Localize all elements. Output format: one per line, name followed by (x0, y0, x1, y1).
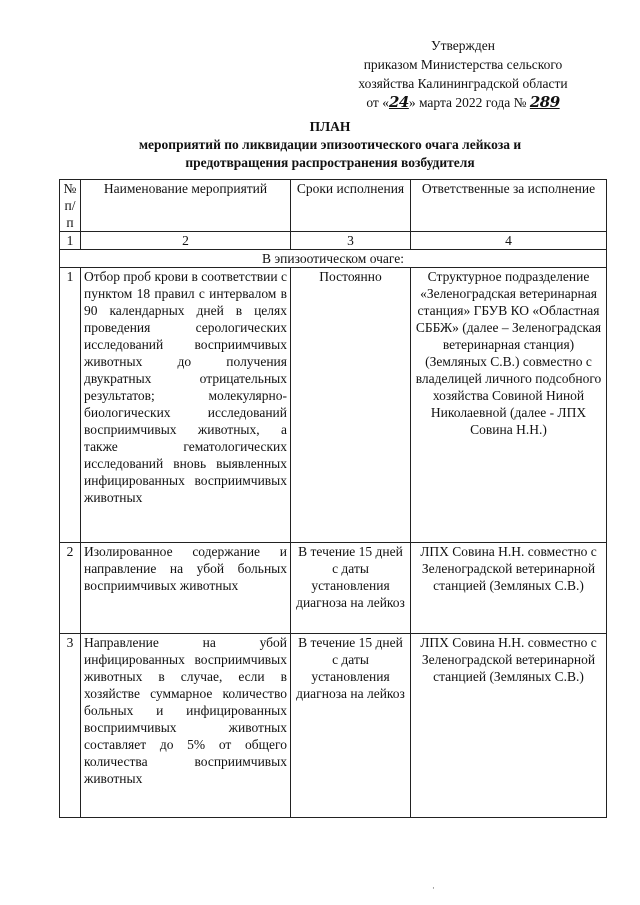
row-number: 2 (60, 543, 81, 634)
row-number: 3 (60, 634, 81, 818)
title-subtitle-1: мероприятий по ликвидации эпизоотического очага лейкоза и (138, 137, 522, 152)
title-plan: ПЛАН (309, 119, 351, 134)
table-row (60, 634, 607, 818)
order-number-handwritten: 289 (529, 93, 560, 111)
approval-date-line (318, 93, 608, 112)
col-number-2: 2 (81, 232, 291, 250)
header-number: № п/п (60, 180, 81, 232)
row-term: В течение 15 дней с даты установления диагноза на лейкоз (291, 634, 411, 818)
col-number-1: 1 (60, 232, 81, 250)
row-number: 1 (60, 268, 81, 543)
col-number-4: 4 (411, 232, 607, 250)
col-number-3: 3 (291, 232, 411, 250)
row-term: В течение 15 дней с даты установления диагноза на лейкоз (291, 543, 411, 634)
title-subtitle-2: предотвращения распространения возбудителя (185, 155, 475, 170)
date-prefix: от « (366, 95, 389, 110)
header-responsible: Ответственные за исполнение (411, 180, 607, 232)
header-row (60, 180, 607, 232)
table-row (60, 268, 607, 543)
table-row (60, 543, 607, 634)
approval-title: Утвержден (431, 38, 495, 53)
date-middle: » марта 2022 года № (408, 95, 527, 110)
row-responsible: ЛПХ Совина Н.Н. совместно с Зеленоградской ветеринарной станцией (Земляных С.В.) (411, 634, 607, 818)
approval-line-region: хозяйства Калининградской области (358, 76, 568, 91)
page-mark: · (432, 884, 435, 894)
row-action: Изолированное содержание и направление на убой больных восприимчивых животных (81, 543, 291, 634)
section-row (60, 250, 607, 268)
header-action: Наименование мероприятий (81, 180, 291, 232)
row-responsible: ЛПХ Совина Н.Н. совместно с Зеленоградской ветеринарной станцией (Земляных С.В.) (411, 543, 607, 634)
row-action: Направление на убой инфицированных восприимчивых животных в случае, если в хозяйстве суммарное количество больных и инфицированных восприимчивых животных составляет до 5% от общего количества восприимчивых животных (81, 634, 291, 818)
approval-line-ministry: приказом Министерства сельского (363, 57, 563, 72)
section-heading: В эпизоотическом очаге: (60, 250, 607, 268)
row-action: Отбор проб крови в соответствии с пунктом 18 правил с интервалом в 90 календарных дней в целях проведения серологических исследований восприимчивых животных до получения двукратных отрицательных результатов; молекулярно-биологических исследований восприимчивых животных, а также гематологических исследований вновь выявленных инфицированных восприимчивых животных (81, 268, 291, 543)
header-term: Сроки исполнения (291, 180, 411, 232)
row-term: Постоянно (291, 268, 411, 543)
date-day-handwritten: 24 (388, 93, 409, 111)
document-title (60, 118, 600, 172)
approval-block (318, 36, 608, 112)
plan-table (59, 179, 607, 818)
column-number-row (60, 232, 607, 250)
row-responsible: Структурное подразделение «Зеленоградская ветеринарная станция» ГБУВ КО «Областная СББЖ» (далее – Зеленоградская ветеринарная станция) (Земляных С.В.) совместно с владелицей личного подсобного хозяйства Совиной Ниной Николаевной (далее - ЛПХ Совина Н.Н.) (411, 268, 607, 543)
